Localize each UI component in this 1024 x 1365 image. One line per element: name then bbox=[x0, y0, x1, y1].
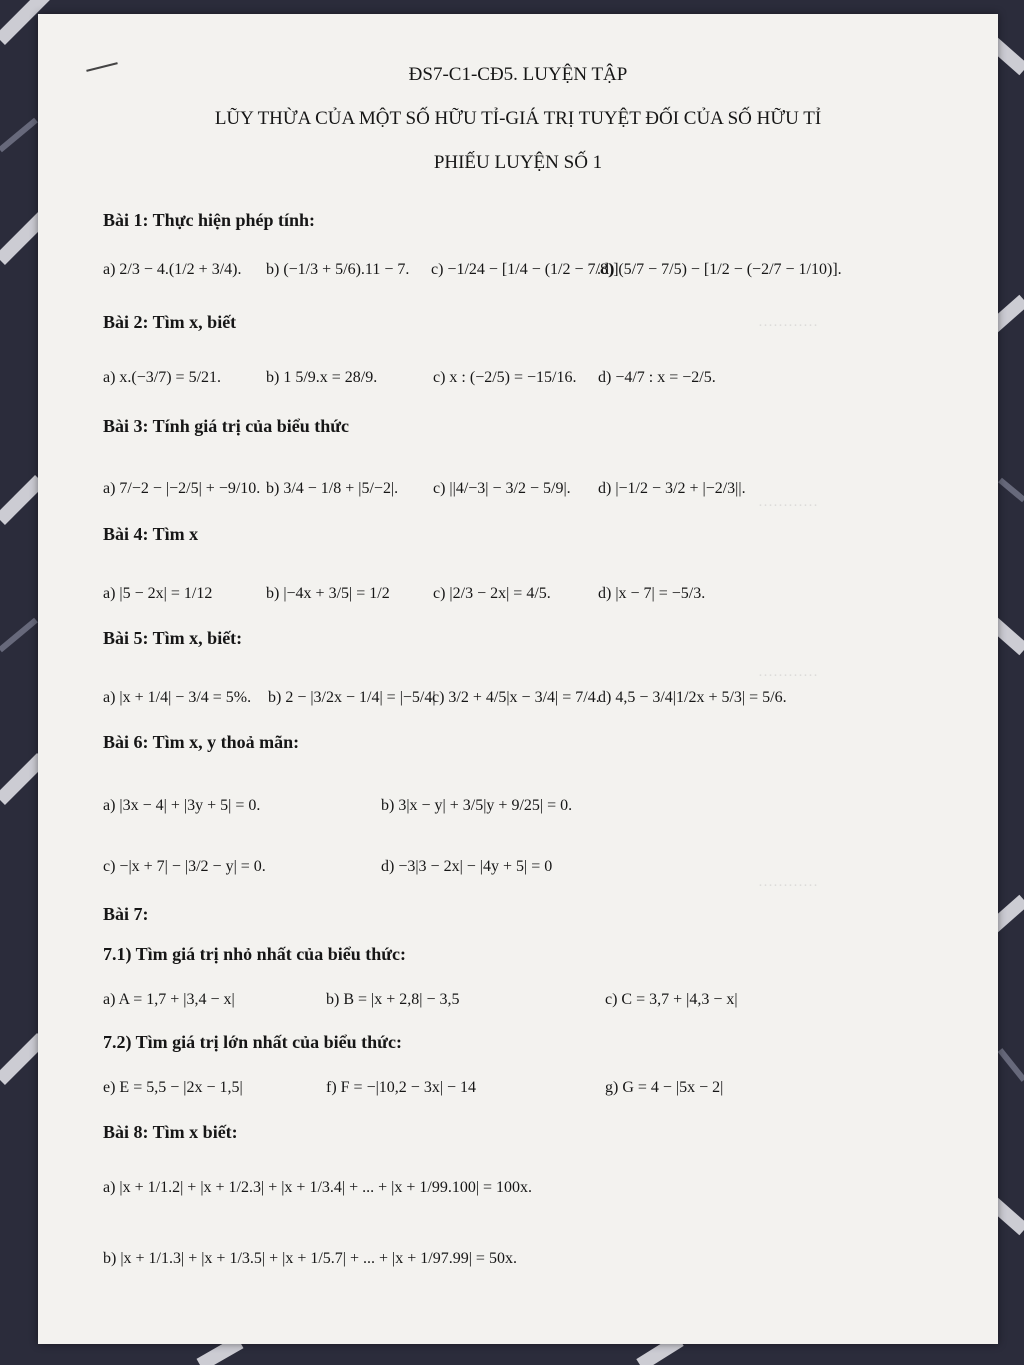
exercise-item: g) G = 4 − |5x − 2| bbox=[605, 1079, 724, 1096]
exercise-item: c) ||4/−3| − 3/2 − 5/9|. bbox=[433, 480, 571, 497]
exercise-heading: Bài 8: Tìm x biết: bbox=[103, 1122, 238, 1142]
exercise-heading: Bài 7: bbox=[103, 904, 149, 924]
exercise-heading: Bài 6: Tìm x, y thoả mãn: bbox=[103, 732, 300, 752]
exercise-item: b) |x + 1/1.3| + |x + 1/3.5| + |x + 1/5.7| + ... + |x + 1/97.99| = 50x. bbox=[103, 1250, 517, 1267]
exercise-heading: Bài 1: Thực hiện phép tính: bbox=[103, 210, 316, 230]
exercise-item: b) 3/4 − 1/8 + |5/−2|. bbox=[266, 480, 399, 497]
exercise-item: e) E = 5,5 − |2x − 1,5| bbox=[103, 1079, 243, 1096]
exercise-item: c) |2/3 − 2x| = 4/5. bbox=[433, 585, 551, 602]
exercise-item: c) −|x + 7| − |3/2 − y| = 0. bbox=[103, 858, 266, 875]
exercise-item: d) |x − 7| = −5/3. bbox=[598, 585, 706, 602]
exercise-item: b) 1 5/9.x = 28/9. bbox=[266, 369, 378, 386]
exercise-heading: Bài 3: Tính giá trị của biểu thức bbox=[103, 416, 349, 436]
exercise-heading: Bài 5: Tìm x, biết: bbox=[103, 628, 243, 648]
worksheet-code: ĐS7-C1-CĐ5. LUYỆN TẬP bbox=[408, 64, 628, 85]
exercise-item: c) −1/24 − [1/4 − (1/2 − 7/8)] bbox=[431, 261, 619, 278]
exercise-item: d) −3|3 − 2x| − |4y + 5| = 0 bbox=[381, 858, 553, 875]
exercise-item: d) −4/7 : x = −2/5. bbox=[598, 369, 716, 386]
exercise-heading: Bài 4: Tìm x bbox=[103, 524, 199, 544]
exercise-item: a) |x + 1/4| − 3/4 = 5%. bbox=[103, 689, 252, 706]
worksheet-page: ………… ………… ………… ………… ĐS7-C1-CĐ5. LUYỆN TẬP LŨY THỪA CỦA MỘT SỐ HỮU TỈ-GIÁ TRỊ TUYỆT ĐỐI CỦA SỐ HỮU TỈ PHIẾU LUYỆN SỐ 1 Bài 1: Thực hiện phép tính: a) 2/3 − 4.(1/2 + 3/4). b) (−1/3 + 5/6).11 − 7. c) −1/24 − [1/4 − (1/2 − 7/8)] .d) (5/7 − 7/5) − [1/2 − (−2/7 − 1/10)]. Bài 2: Tìm x, biết a) x.(−3/7) = 5/21. b) 1 5/9.x = 28/9. c) x : (−2/5) = −15/16. d) −4/7 : x = −2/5. Bài 3: Tính giá trị của biểu thức a) 7/−2 − |−2/5| + −9/10. b) 3/4 − 1/8 + |5/−2|. c) ||4/−3| − 3/2 − 5/9|. d) |−1/2 − 3/2 + |−2/3||. Bài 4: Tìm x a) |5 − 2x| = 1/12 b) |−4x + 3/5| = 1/2 c) |2/3 − 2x| = 4/5. d) |x − 7| = −5/3. Bài 5: Tìm x, biết: a) |x + 1/4| − 3/4 = 5%. b) 2 − |3/2x − 1/4| = |−5/4| .c) 3/2 + 4/5|x − 3/4| = 7/4. d) 4,5 − 3/4|1/2x + 5/3| = 5/6. Bài 6: Tìm x, y thoả mãn: a) |3x − 4| + |3y + 5| = 0. b) 3|x − y| + 3/5|y + 9/25| = 0. c) −|x + 7| − |3/2 − y| = 0. d) −3|3 − 2x| − |4y + 5| = 0 Bài 7: 7.1) Tìm giá trị nhỏ nhất của biểu thức: a) A = 1,7 + |3,4 − x| b) B = |x + 2,8| − 3,5 c) C = 3,7 + |4,3 − x| 7.2) Tìm giá trị lớn nhất của biểu thức: e) E = 5,5 − |2x − 1,5| f) F = −|10,2 − 3x| − 14 g) G = 4 − |5x − 2| Bài 8: Tìm x biết: a) |x + 1/1.2| + |x + 1/2.3| + |x + 1/3.4| + ... + |x + 1/99.100| = 100x. b) |x + 1/1.3| + |x + 1/3.5| + |x + 1/5.7| + ... + |x + 1/97.99| = 50x. bbox=[38, 14, 998, 1344]
exercise-item: .d) (5/7 − 7/5) − [1/2 − (−2/7 − 1/10)]. bbox=[597, 261, 842, 278]
exercise-item: b) B = |x + 2,8| − 3,5 bbox=[326, 991, 460, 1008]
exercise-item: b) |−4x + 3/5| = 1/2 bbox=[266, 585, 390, 602]
exercise-heading: 7.2) Tìm giá trị lớn nhất của biểu thức: bbox=[103, 1032, 402, 1052]
exercise-item: a) 7/−2 − |−2/5| + −9/10. bbox=[103, 480, 261, 497]
exercise-heading: 7.1) Tìm giá trị nhỏ nhất của biểu thức: bbox=[103, 944, 406, 964]
exercise-item: a) |3x − 4| + |3y + 5| = 0. bbox=[103, 797, 261, 814]
exercise-item: c) C = 3,7 + |4,3 − x| bbox=[605, 991, 738, 1008]
exercise-item: a) A = 1,7 + |3,4 − x| bbox=[103, 991, 235, 1008]
exercise-item: d) 4,5 − 3/4|1/2x + 5/3| = 5/6. bbox=[598, 689, 787, 706]
worksheet-subtitle: PHIẾU LUYỆN SỐ 1 bbox=[433, 152, 603, 173]
exercise-item: d) |−1/2 − 3/2 + |−2/3||. bbox=[598, 480, 746, 497]
worksheet-title: LŨY THỪA CỦA MỘT SỐ HỮU TỈ-GIÁ TRỊ TUYỆT ĐỐI CỦA SỐ HỮU TỈ bbox=[214, 108, 822, 129]
exercise-item: b) 3|x − y| + 3/5|y + 9/25| = 0. bbox=[381, 797, 573, 814]
exercise-item: f) F = −|10,2 − 3x| − 14 bbox=[326, 1079, 477, 1096]
exercise-item: c) x : (−2/5) = −15/16. bbox=[433, 369, 577, 386]
exercise-item: b) 2 − |3/2x − 1/4| = |−5/4| bbox=[268, 689, 436, 706]
exercise-item: a) 2/3 − 4.(1/2 + 3/4). bbox=[103, 261, 242, 278]
exercise-item: .c) 3/2 + 4/5|x − 3/4| = 7/4. bbox=[428, 689, 600, 706]
exercise-heading: Bài 2: Tìm x, biết bbox=[103, 312, 237, 332]
exercise-item: b) (−1/3 + 5/6).11 − 7. bbox=[266, 261, 410, 278]
exercise-item: a) |5 − 2x| = 1/12 bbox=[103, 585, 213, 602]
exercise-item: a) |x + 1/1.2| + |x + 1/2.3| + |x + 1/3.4| + ... + |x + 1/99.100| = 100x. bbox=[103, 1179, 533, 1196]
exercise-item: a) x.(−3/7) = 5/21. bbox=[103, 369, 222, 386]
